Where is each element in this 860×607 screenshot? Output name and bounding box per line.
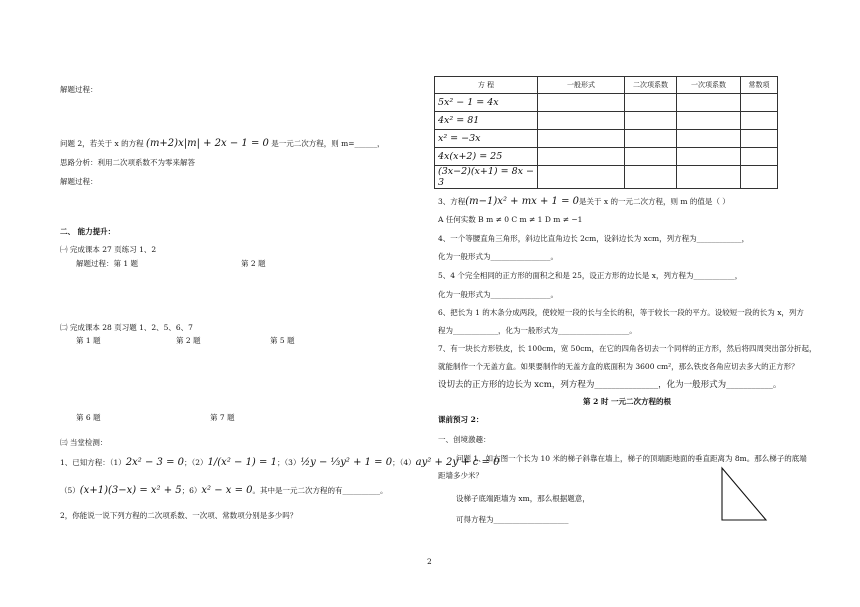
task-3: ㈢ 当堂检测： [60, 438, 108, 447]
lesson-title: 第 2 时 一元二次方程的根 [583, 397, 672, 406]
check-eq-6: x² − x = 0 [201, 485, 253, 496]
section-ability: 二、 能力提升： [60, 227, 116, 236]
check-sep-3: ；（3） [276, 458, 301, 467]
table-cell[interactable] [538, 112, 625, 130]
check-sep-5: （5） [60, 486, 80, 495]
table-cell[interactable] [625, 130, 677, 148]
check-sep-4: ；（4） [392, 458, 416, 467]
page-number: 2 [427, 557, 432, 566]
table-cell[interactable] [677, 148, 741, 166]
exercise-5: 第 5 题 [270, 336, 295, 345]
solve-label-1: 解题过程： [60, 85, 98, 94]
right-q4b: 化为一般形式为________________。 [438, 252, 558, 261]
check-1-prefix: 1、已知方程：（1） [60, 458, 126, 467]
q3-equation: (m−1)x² + mx + 1 = 0 [465, 196, 580, 207]
hint-text: 思路分析：利用二次项系数不为零来解答 [60, 158, 195, 167]
table-cell-equation: 4x(x+2) = 25 [435, 148, 538, 166]
table-cell-equation: (3x−2)(x+1) = 8x − 3 [435, 166, 538, 189]
table-cell-equation: 4x² = 81 [435, 112, 538, 130]
table-header: 一次项系数 [677, 77, 741, 94]
table-row [435, 130, 778, 148]
table-row [435, 112, 778, 130]
table-cell[interactable] [625, 112, 677, 130]
q3-prefix: 3、方程 [438, 197, 466, 206]
table-header-row [435, 77, 778, 94]
right-q7b: 就能制作一个无盖方盒。如果要制作的无盖方盒的底面积为 3600 cm²，那么铁皮各角应切去多大的正方形？ [438, 362, 799, 371]
table-cell[interactable] [741, 166, 778, 189]
table-cell[interactable] [741, 130, 778, 148]
table-cell[interactable] [677, 130, 741, 148]
problem-1: 问题 1、如右图一个长为 10 米的梯子斜靠在墙上，梯子的顶端距地面的垂直距离为 8m。那么梯子的底端 [456, 454, 807, 463]
q3-options: A 任何实数 B m ≠ 0 C m ≠ 1 D m ≠ −1 [438, 215, 583, 224]
question-2 [60, 138, 385, 149]
table-cell[interactable] [538, 148, 625, 166]
check-eq-3: ½y − ⅓y² + 1 = 0 [300, 457, 393, 468]
check-1-tail: 。其中是一元二次方程的有__________。 [252, 486, 388, 495]
table-cell[interactable] [677, 94, 741, 112]
table-cell[interactable] [677, 166, 741, 189]
right-q7c: 设切去的正方形的边长为 xcm，列方程为_______________，化为一般形式为___________。 [438, 380, 782, 390]
ladder-triangle-figure [718, 466, 770, 524]
table-cell[interactable] [625, 166, 677, 189]
check-eq-2: 1/(x² − 1) = 1 [207, 457, 277, 468]
table-header: 方 程 [435, 77, 538, 94]
table-cell[interactable] [741, 148, 778, 166]
task-1: ㈠ 完成课本 27 页练习 1、2 [60, 245, 157, 254]
table-header: 常数项 [741, 77, 778, 94]
exercise-1: 第 1 题 [76, 336, 101, 345]
table-row [435, 166, 778, 189]
table-cell[interactable] [741, 94, 778, 112]
table-row [435, 94, 778, 112]
table-cell[interactable] [677, 112, 741, 130]
check-sep-6: ；6） [181, 486, 202, 495]
check-eq-1: 2x² − 3 = 0 [125, 457, 185, 468]
q2-suffix: 是一元二次方程，则 m=______， [271, 139, 385, 148]
table-cell[interactable] [625, 94, 677, 112]
solve-label-2: 解题过程： [60, 177, 98, 186]
q2-equation: (m+2)x|m| + 2x − 1 = 0 [146, 138, 269, 149]
table-cell[interactable] [538, 94, 625, 112]
right-q7: 7、有一块长方形铁皮，长 100cm，宽 50cm，在它的四角各切去一个同样的正方形，然后将四周突出部分折起， [438, 344, 817, 353]
section-intro: 一、创境激趣： [438, 435, 491, 444]
exercise-6: 第 6 题 [76, 413, 101, 422]
exercise-7: 第 7 题 [210, 413, 235, 422]
equation-table [434, 76, 778, 189]
problem-setup: 设梯子底端距墙为 xm，那么根据题意， [456, 494, 590, 503]
check-sep-2: ；（2） [184, 458, 208, 467]
q2-prefix: 问题 2，若关于 x 的方程 [60, 139, 144, 148]
right-q5b: 化为一般形式为________________。 [438, 290, 558, 299]
task-1-q2: 第 2 题 [241, 259, 266, 268]
table-cell[interactable] [625, 148, 677, 166]
q3-tail: 是关于 x 的一元二次方程，则 m 的值是（ ） [579, 197, 730, 206]
problem-equation: 可得方程为____________________ [456, 515, 569, 524]
check-1-line1 [60, 457, 499, 468]
right-q6: 6、把长为 1 的木条分成两段，使较短一段的长与全长的积，等于较长一段的平方。设较短一段的长为 x，列方 [438, 308, 804, 317]
check-eq-5: (x+1)(3−x) = x² + 5 [79, 485, 182, 496]
table-cell[interactable] [741, 112, 778, 130]
right-q3 [438, 196, 730, 207]
task-2: ㈡ 完成课本 28 页习题 1、2、5、6、7 [60, 323, 193, 332]
task-1-solve: 解题过程：第 1 题 [76, 259, 139, 268]
check-1-line2 [60, 485, 388, 496]
table-header: 一般形式 [538, 77, 625, 94]
problem-1b: 距墙多少米？ [438, 471, 483, 480]
right-q6b: 程为____________，化为一般形式为___________________。 [438, 326, 637, 335]
right-q4: 4、一个等腰直角三角形，斜边比直角边长 2cm，设斜边长为 xcm，列方程为____________， [438, 234, 750, 243]
table-cell-equation: x² = −3x [435, 130, 538, 148]
exercise-2: 第 2 题 [176, 336, 201, 345]
table-cell-equation: 5x² − 1 = 4x [435, 94, 538, 112]
table-cell[interactable] [538, 130, 625, 148]
preview-title: 课前预习 2： [438, 415, 484, 424]
right-q5: 5、4 个完全相同的正方形的面积之和是 25，设正方形的边长是 x，列方程为___________， [438, 271, 743, 280]
table-cell[interactable] [538, 166, 625, 189]
check-eq-4: ay² + 2y + c = 0 [415, 457, 500, 468]
check-2: 2，你能说一说下列方程的二次项系数、一次项、常数项分别是多少吗？ [60, 511, 298, 520]
table-header: 二次项系数 [625, 77, 677, 94]
table-row [435, 148, 778, 166]
